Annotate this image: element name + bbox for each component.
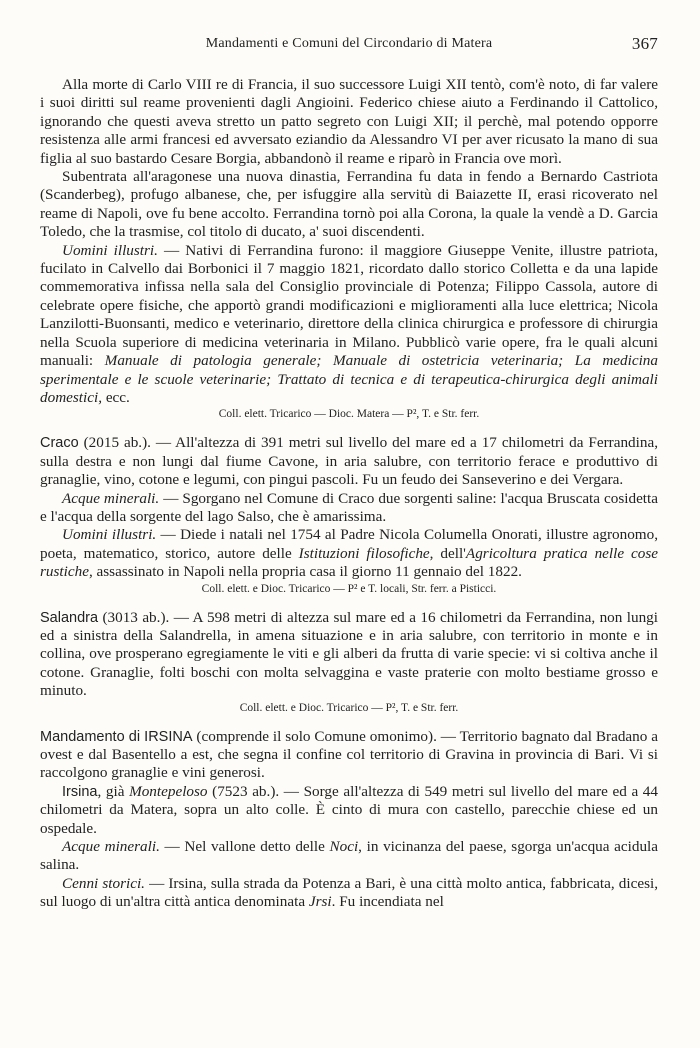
running-header [40, 34, 658, 56]
note-salandra: Coll. elett. e Dioc. Tricarico — P², T. e Str. ferr. [239, 701, 459, 714]
paragraph-carlo-viii: Alla morte di Carlo VIII re di Francia, il suo successore Luigi XII tentò, com'è noto, di far valere i suoi diritti sul reame provenienti dagli Angioini. Federico chiese aiuto a Ferdinando il Cattolico, ignorando che questi aveva stretto un patto segreto con Luigi XII; il perchè, mal potendo opporre resistenza alle armi francesi ed avversato eziandio da Alessandro VI per aver ricusato la mano di sua figlia al suo bastardo Cesare Borgia, abbandonò il reame e riparò in Francia ove morì. [40, 76, 658, 167]
paragraph-ferrandina-uomini: Uomini illustri. — Nativi di Ferrandina furono: il maggiore Giuseppe Venite, illustre patriota, fucilato in Calvello dai Borbonici il 7 maggio 1821, ricordato dallo storico Colletta e da una lapide commemorativa infissa nella sala del Consiglio provinciale di Potenza; Filippo Cassola, autore di celebrate opere fisiche, che apportò grandi modificazioni e miglioramenti alla luce elettrica; Nicola Lanzilotti-Buonsanti, medico e veterinario, direttore della clinica chirurgica e professore di chirurgia nella Scuola superiore di medicina veterinaria in Milano. Pubblicò varie opere, fra le quali alcuni manuali: Manuale di patologia generale; Manuale di ostetricia veterinaria; La medicina sperimentale e le scuole veterinarie; Trattato di tecnica e di terapeutica-chirurgica degli animali domestici, ecc. [40, 241, 659, 406]
header-title: Mandamenti e Comuni del Circondario di Matera [205, 36, 493, 51]
paragraph-irsina-acque: Acque minerali. — Nel vallone detto delle Noci, in vicinanza del paese, sgorga un'acqua acidula salina. [40, 838, 658, 874]
paragraph-craco-acque: Acque minerali. — Sgorgano nel Comune di Craco due sorgenti saline: l'acqua Bruscata cosidetta e l'acqua della sorgente del lago Salso, che è amarissima. [40, 489, 658, 525]
paragraph-irsina: Irsina, già Montepeloso (7523 ab.). — Sorge all'altezza di 549 metri sul livello del mare ed a 44 chilometri da Matera, sopra un alto colle. È cinto di mura con castello, parecchie chiese ed un ospedale. [40, 782, 658, 837]
salandra-heading: Salandra [40, 609, 99, 626]
paragraph-mandamento-irsina: Mandamento di IRSINA (comprende il solo Comune omonimo). — Territorio bagnato dal Bradano a ovest e dal Basentello a est, che segna il confine col territorio di Gravina in provincia di Bari. Vi si raccolgono granaglie e vini generosi. [40, 727, 658, 782]
paragraph-salandra: Salandra (3013 ab.). — A 598 metri di altezza sul mare ed a 16 chilometri da Ferrandina, non lungi ed a sinistra della Salandrella, in amena situazione e in aria salubre, con territorio in monte e in collina, ove prosperano egregiamente le viti e gli alberi da frutta di varie specie: vi si coltiva anche il cotone. Granaglie, folti boschi con molta selvaggina e vaste praterie con molto bestiame grosso e minuto. [40, 608, 658, 700]
paragraph-craco: Craco (2015 ab.). — All'altezza di 391 metri sul livello del mare ed a 17 chilometri da Ferrandina, sulla destra e non lungi dal fiume Cavone, in aria salubre, con territorio ferace e produttivo di granaglie, vino, cotone e legumi, con pingui pascoli. Fu un feudo dei Sanseverino e dei Vergara. [40, 434, 658, 489]
works-lanzilotti: Manuale di patologia generale; Manuale di ostetricia veterinaria; La medicina sperimentale e le scuole veterinarie; Trattato di tecnica e di terapeutica-chirurgica degli animali domestici, [40, 352, 658, 406]
paragraph-castriota: Subentrata all'aragonese una nuova dinastia, Ferrandina fu data in fendo a Bernardo Castriota (Scanderbeg), profugo albanese, che, per isfuggire alla servitù di Baiazette II, erasi ricoverato nel reame di Napoli, ove fu bene accolto. Ferrandina tornò poi alla Corona, la quale la vendè a D. Garcia Toledo, che la trasmise, col titolo di ducato, a' suoi discendenti. [40, 168, 658, 241]
craco-heading: Craco [40, 435, 79, 452]
note-craco: Coll. elett. e Dioc. Tricarico — P² e T. locali, Str. ferr. a Pisticci. [201, 582, 497, 595]
note-ferrandina: Coll. elett. Tricarico — Dioc. Matera — P², T. e Str. ferr. [218, 408, 480, 421]
paragraph-irsina-cenni: Cenni storici. — Irsina, sulla strada da Potenza a Bari, è una città molto antica, fabbricata, dicesi, sul luogo di un'altra città antica denominata Jrsi. Fu incendiata nel [40, 874, 658, 911]
paragraph-craco-uomini: Uomini illustri. — Diede i natali nel 1754 al Padre Nicola Columella Onorati, illustre agronomo, poeta, matematico, storico, autore delle Istituzioni filosofiche, dell'Agricoltura pratica nelle cose rustiche, assassinato in Napoli nella propria casa il giorno 11 gennaio del 1822. [40, 526, 659, 581]
page-number: 367 [631, 34, 658, 53]
label-uomini-illustri: Uomini illustri. [62, 241, 158, 259]
irsina-mandamento-heading: Mandamento di IRSINA [40, 728, 193, 745]
page-body [40, 76, 658, 912]
irsina-heading: Irsina [62, 783, 98, 800]
